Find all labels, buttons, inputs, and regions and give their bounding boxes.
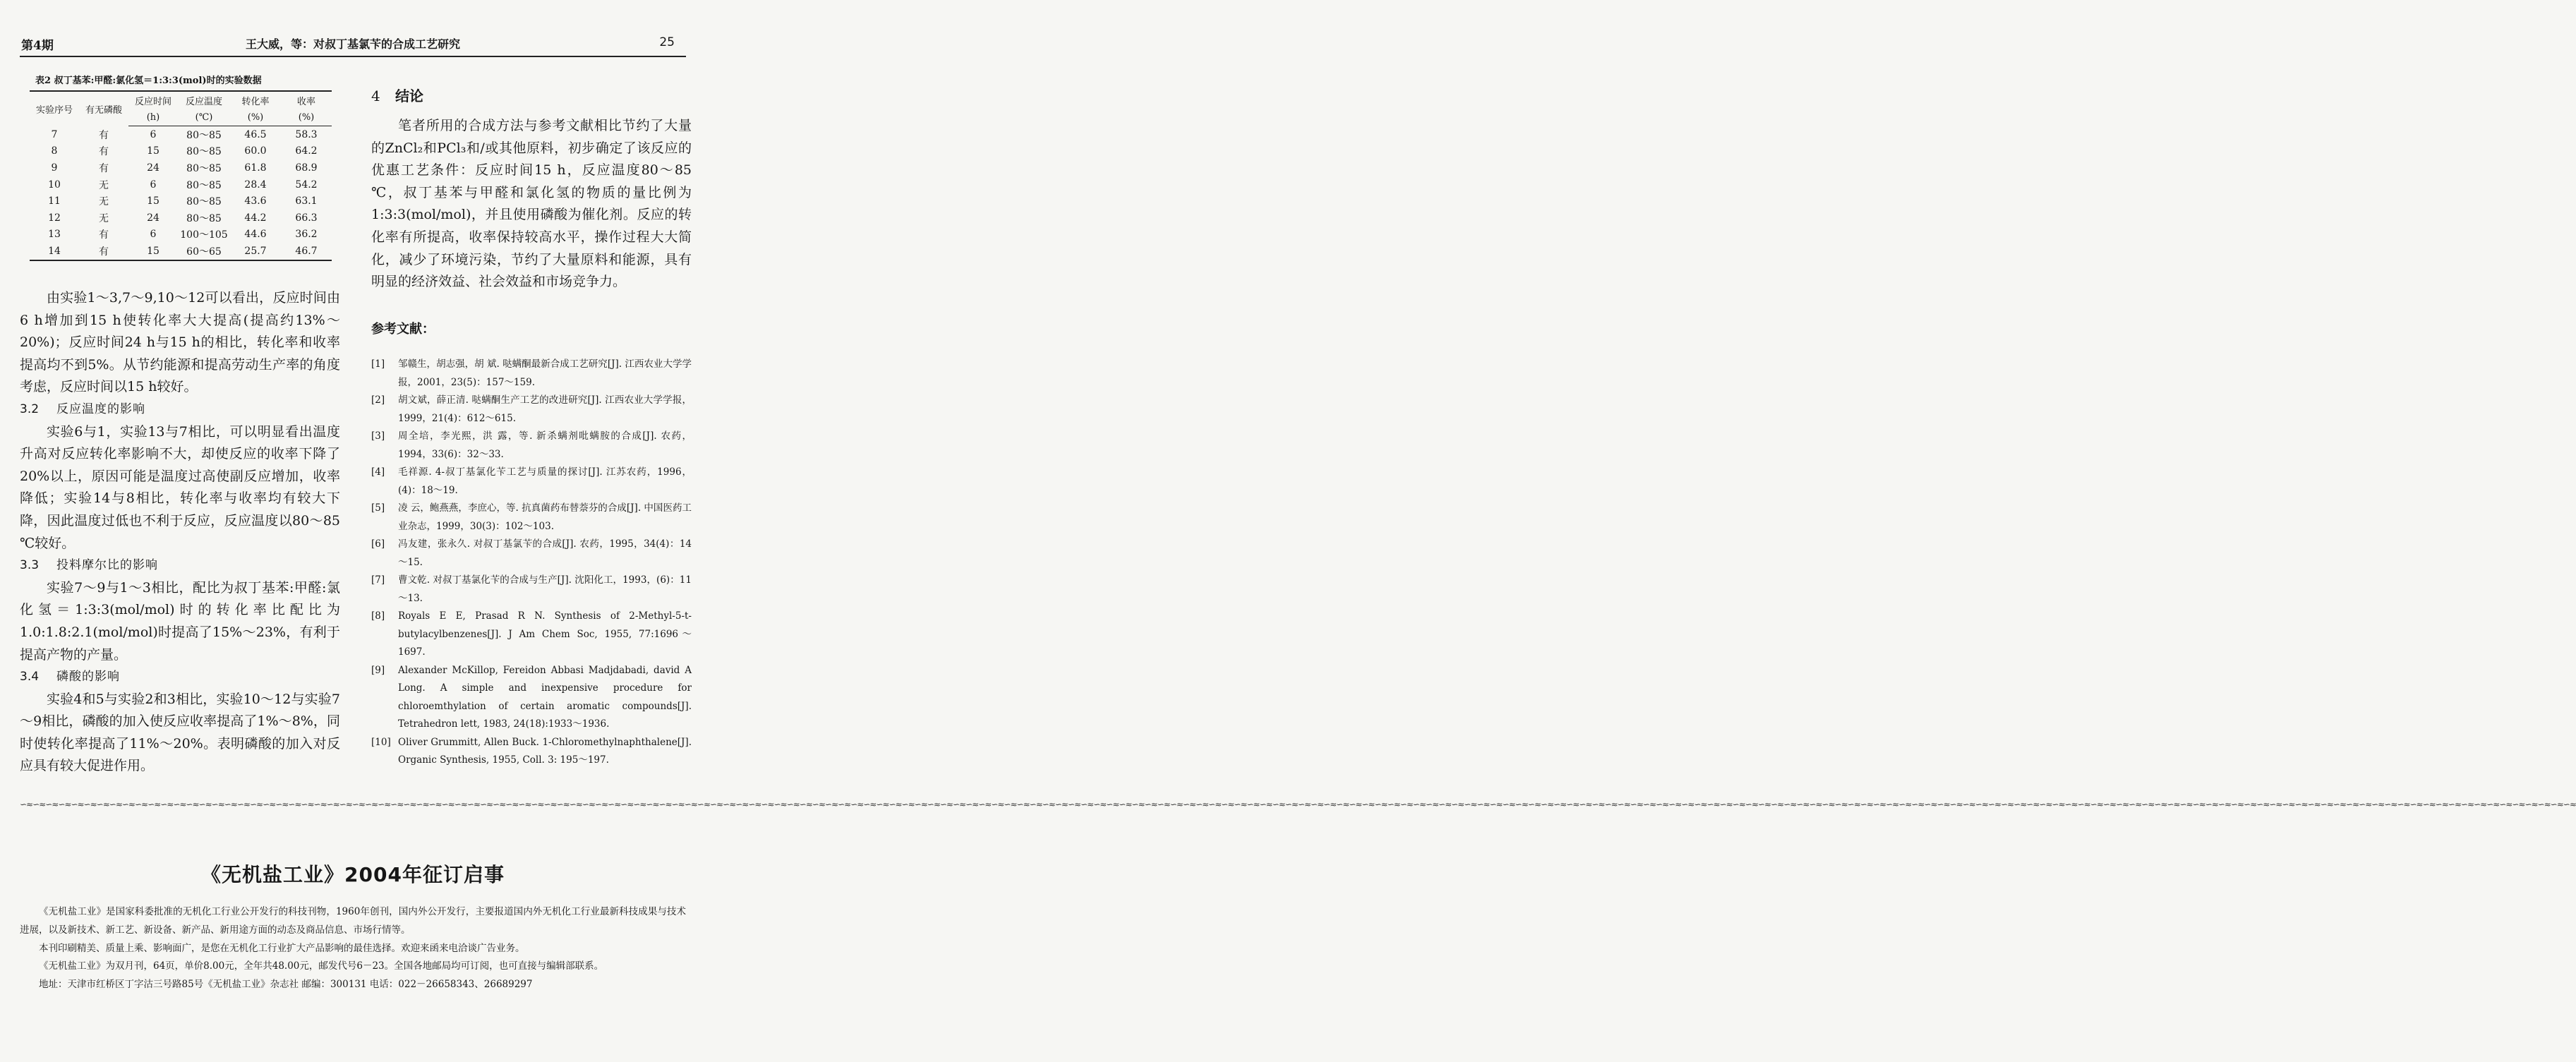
section-number: 3.4	[20, 670, 40, 684]
right-column	[371, 115, 692, 294]
reference-text: 周全培，李光熙，洪 露，等. 新杀螨剂吡螨胺的合成[J]. 农药，1994，33(6)：32～33.	[398, 430, 692, 460]
reference-item	[371, 734, 692, 770]
table-row	[30, 143, 332, 160]
cell-time: 24	[147, 162, 160, 174]
cell-conv: 43.6	[244, 195, 267, 207]
section-title: 磷酸的影响	[56, 670, 120, 684]
reference-number: [6]	[371, 538, 385, 550]
notice-paragraph: 本刊印刷精美、质量上乘、影响面广，是您在无机化工行业扩大产品影响的最佳选择。欢迎来函来电洽谈广告业务。	[39, 942, 525, 954]
paragraph-molar-ratio: 实验7～9与1～3相比，配比为叔丁基苯:甲醛:氯化氢＝1:3:3(mol/mol)时的转化率比配比为1.0:1.8:2.1(mol/mol)时提高了15%～23%，有利于提高产物的产量。	[20, 579, 340, 663]
section-heading-3-4	[20, 666, 340, 689]
cell-temp: 80～85	[186, 162, 222, 174]
header-yield-unit: (%)	[281, 109, 332, 126]
reference-number: [3]	[371, 430, 385, 442]
table-row	[30, 126, 332, 143]
reference-text: 邹赣生，胡志强，胡 斌. 哒螨酮最新合成工艺研究[J]. 江西农业大学学报，2001，23(5)：157～159.	[398, 358, 692, 388]
reference-number: [10]	[371, 736, 391, 748]
cell-yield: 68.9	[295, 162, 318, 174]
cell-temp: 100～105	[180, 229, 228, 241]
notice-title: 《无机盐工业》2004年征订启事	[201, 863, 505, 886]
reference-text: 冯友建，张永久. 对叔丁基氯苄的合成[J]. 农药，1995，34(4)：14～15.	[398, 538, 692, 568]
section-number: 3.3	[20, 558, 40, 573]
cell-temp: 80～85	[186, 212, 222, 224]
reference-text: Royals E E, Prasad R N. Synthesis of 2-Methyl-5-t-butylacylbenzenes[J]. J Am Chem Soc, 1955, 77:1696～1697.	[398, 610, 692, 658]
cell-time: 15	[147, 145, 160, 157]
table-row	[30, 176, 332, 193]
cell-yield: 63.1	[295, 195, 318, 207]
cell-time: 6	[150, 128, 157, 140]
reference-number: [7]	[371, 574, 385, 586]
cell-no: 14	[30, 243, 79, 260]
notice-paragraph: 《无机盐工业》是国家科委批准的无机化工行业公开发行的科技刊物，1960年创刊，国内外公开发行，主要报道国内外无机化工行业最新科技成果与技术进展，以及新技术、新工艺、新设备、新产品、新用途方面的动态及商品信息、市场行情等。	[20, 906, 686, 936]
cell-acid: 无	[99, 179, 109, 191]
header-experiment-no: 实验序号	[30, 91, 79, 126]
reference-number: [4]	[371, 466, 385, 478]
cell-acid: 有	[99, 229, 109, 241]
reference-item	[371, 428, 692, 464]
page-number: 25	[659, 35, 675, 49]
reference-item	[371, 392, 692, 428]
header-yield: 收率	[281, 91, 332, 109]
cell-conv: 44.2	[244, 212, 267, 224]
reference-text: Oliver Grummitt, Allen Buck. 1-Chloromethylnaphthalene[J]. Organic Synthesis, 1955, Coll. 3: 195～197.	[398, 736, 692, 766]
notice-paragraph: 《无机盐工业》为双月刊，64页，单价8.00元，全年共48.00元，邮发代号6－23。全国各地邮局均可订阅，也可直接与编辑部联系。	[39, 960, 604, 972]
paragraph-phosphoric-acid: 实验4和5与实验2和3相比，实验10～12与实验7～9相比，磷酸的加入使反应收率提高了1%～8%，同时使转化率提高了11%～20%。表明磷酸的加入对反应具有较大促进作用。	[20, 691, 340, 774]
cell-yield: 58.3	[295, 128, 318, 140]
left-column	[20, 287, 340, 778]
notice-address: 地址：天津市红桥区丁字沽三号路85号《无机盐工业》杂志社 邮编：300131 电话：022－26658343、26689297	[39, 979, 533, 991]
section-number: 3.2	[20, 402, 40, 416]
reference-text: Alexander McKillop, Fereidon Abbasi Madjdabadi, david A Long. A simple and inexpensive procedure for chloroemthylation of certain aromatic compounds[J]. Tetrahedron lett, 1983, 24(18):1933～1936.	[398, 664, 692, 730]
header-time-unit: (h)	[128, 109, 178, 126]
cell-no: 10	[48, 179, 61, 191]
cell-yield: 36.2	[295, 229, 318, 241]
table-caption: 表2 叔丁基苯:甲醛:氯化氢＝1:3:3(mol)时的实验数据	[35, 76, 262, 86]
section-heading-3-2	[20, 399, 340, 421]
reference-number: [2]	[371, 394, 385, 406]
reference-item	[371, 500, 692, 536]
header-conv-unit: (%)	[230, 109, 281, 126]
cell-no: 7	[51, 128, 58, 140]
table-row	[30, 193, 332, 210]
cell-temp: 80～85	[186, 179, 222, 191]
reference-text: 毛祥源. 4-叔丁基氯化苄工艺与质量的探讨[J]. 江苏农药，1996，(4)：18～19.	[398, 466, 692, 496]
results-table	[30, 90, 332, 261]
reference-text: 曹文乾. 对叔丁基氯化苄的合成与生产[J]. 沈阳化工，1993，(6)：11～13.	[398, 574, 692, 604]
cell-time: 15	[147, 195, 160, 207]
paragraph-reaction-time: 由实验1～3,7～9,10～12可以看出，反应时间由6 h增加到15 h使转化率大大提高(提高约13%～20%)；反应时间24 h与15 h的相比，转化率和收率提高均不到5%。从节约能源和提高劳动生产率的角度考虑，反应时间以15 h较好。	[20, 290, 340, 395]
cell-temp: 80～85	[186, 146, 222, 158]
references-title: 参考文献：	[371, 322, 435, 337]
table-row	[30, 159, 332, 176]
header-phosphoric-acid: 有无磷酸	[79, 91, 128, 126]
section-title: 反应温度的影响	[56, 402, 145, 416]
running-title: 王大威，等：对叔丁基氯苄的合成工艺研究	[245, 37, 460, 51]
section-title: 投料摩尔比的影响	[56, 558, 158, 573]
cell-yield: 46.7	[281, 243, 332, 260]
reference-item	[371, 464, 692, 500]
cell-temp: 80～85	[186, 196, 222, 208]
reference-text: 凌 云，鲍燕燕，李庶心，等. 抗真菌药布替萘芬的合成[J]. 中国医药工业杂志，1999，30(3)：102～103.	[398, 502, 692, 532]
cell-time: 15	[128, 243, 178, 260]
section-heading-4	[371, 85, 423, 105]
cell-temp: 60～65	[178, 243, 230, 260]
cell-conv: 28.4	[244, 179, 267, 191]
cell-acid: 有	[79, 243, 128, 260]
cell-no: 8	[51, 145, 58, 157]
cell-time: 6	[150, 229, 157, 241]
table-row	[30, 210, 332, 227]
reference-number: [9]	[371, 664, 385, 676]
decorative-divider: ∽≈∽≈∽≈∽≈∽≈∽≈∽≈∽≈∽≈∽≈∽≈∽≈∽≈∽≈∽≈∽≈∽≈∽≈∽≈∽≈∽≈∽≈∽≈∽≈∽≈∽≈∽≈∽≈∽≈∽≈∽≈∽≈∽≈∽≈∽≈∽≈∽≈∽≈∽≈∽≈∽≈∽≈∽≈∽≈∽≈∽≈∽≈∽≈∽≈∽≈∽≈∽≈∽≈∽≈∽≈∽≈∽≈∽≈∽≈∽≈∽≈∽≈∽≈∽≈∽≈∽≈∽≈∽≈∽≈∽≈∽≈∽≈∽≈∽≈∽≈∽≈∽≈∽≈∽≈∽≈∽≈∽≈∽≈∽≈∽≈∽≈∽≈∽≈∽≈∽≈∽≈∽≈∽≈∽≈∽≈∽≈∽≈∽≈∽≈∽≈∽≈∽≈∽≈∽≈∽≈∽≈∽≈∽≈∽≈∽≈∽≈∽≈∽≈∽≈∽≈∽≈∽≈∽≈∽≈∽≈∽≈∽≈∽≈∽≈∽≈∽≈∽≈∽≈∽≈∽≈∽≈∽≈∽≈∽≈∽≈∽≈∽≈∽≈∽≈∽≈∽≈∽≈∽≈∽≈∽≈∽≈∽≈∽≈∽≈∽≈∽≈∽≈∽≈∽≈∽≈∽≈∽≈∽≈∽≈∽≈∽≈∽≈∽≈∽≈∽≈∽≈∽≈∽≈∽≈∽≈∽≈∽≈∽≈∽≈∽≈∽≈∽≈∽≈∽≈∽≈∽≈∽≈∽≈∽≈∽≈∽≈∽≈∽≈∽≈∽≈∽≈∽≈∽≈∽≈∽≈∽≈∽≈∽≈∽≈∽≈	[20, 799, 2576, 809]
table-row	[30, 243, 332, 260]
cell-acid: 有	[99, 146, 109, 158]
section-title: 结论	[395, 88, 423, 104]
paragraph-reaction-temp: 实验6与1，实验13与7相比，可以明显看出温度升高对反应转化率影响不大，却使反应的收率下降了20%以上，原因可能是温度过高使副反应增加，收率降低；实验14与8相比，转化率与收率均有较大下降，因此温度过低也不利于反应，反应温度以80～85 ℃较好。	[20, 423, 340, 551]
cell-yield: 66.3	[295, 212, 318, 224]
cell-conv: 44.6	[244, 229, 267, 241]
reference-number: [1]	[371, 358, 385, 370]
cell-yield: 54.2	[295, 179, 318, 191]
header-reaction-time: 反应时间	[128, 91, 178, 109]
header-rule	[20, 56, 686, 57]
header-conversion: 转化率	[230, 91, 281, 109]
cell-no: 9	[51, 162, 58, 174]
reference-item	[371, 662, 692, 734]
reference-text: 胡文斌，薛正清. 哒螨酮生产工艺的改进研究[J]. 江西农业大学学报，1999，21(4)：612～615.	[398, 394, 692, 424]
reference-item	[371, 536, 692, 572]
reference-item	[371, 356, 692, 392]
reference-item	[371, 572, 692, 608]
reference-number: [8]	[371, 610, 385, 622]
reference-item	[371, 608, 692, 662]
cell-acid: 有	[99, 129, 109, 141]
header-temp-unit: (℃)	[178, 109, 230, 126]
reference-number: [5]	[371, 502, 385, 514]
cell-conv: 60.0	[244, 145, 267, 157]
cell-conv: 25.7	[230, 243, 281, 260]
cell-acid: 有	[99, 162, 109, 174]
issue-number: 第4期	[21, 39, 54, 53]
cell-no: 11	[48, 195, 61, 207]
cell-no: 13	[48, 229, 61, 241]
paragraph-conclusion: 笔者所用的合成方法与参考文献相比节约了大量的ZnCl₂和PCl₃和/或其他原料，初步确定了该反应的优惠工艺条件：反应时间15 h，反应温度80～85 ℃，叔丁基苯与甲醛和氯化氢的物质的量比例为1:3:3(mol/mol)，并且使用磷酸为催化剂。反应的转化率有所提高，收率保持较高水平，操作过程大大简化，减少了环境污染，节约了大量原料和能源，具有明显的经济效益、社会效益和市场竞争力。	[371, 118, 692, 290]
cell-acid: 无	[99, 196, 109, 208]
table-row	[30, 227, 332, 243]
header-reaction-temp: 反应温度	[178, 91, 230, 109]
cell-time: 24	[147, 212, 160, 224]
cell-time: 6	[150, 179, 157, 191]
section-heading-3-3	[20, 555, 340, 577]
cell-acid: 无	[99, 212, 109, 224]
cell-yield: 64.2	[295, 145, 318, 157]
subscription-notice	[20, 903, 686, 994]
cell-conv: 61.8	[244, 162, 267, 174]
section-number: 4	[371, 88, 380, 104]
references-list	[371, 356, 692, 770]
cell-conv: 46.5	[244, 128, 267, 140]
cell-no: 12	[48, 212, 61, 224]
cell-temp: 80～85	[186, 129, 222, 141]
